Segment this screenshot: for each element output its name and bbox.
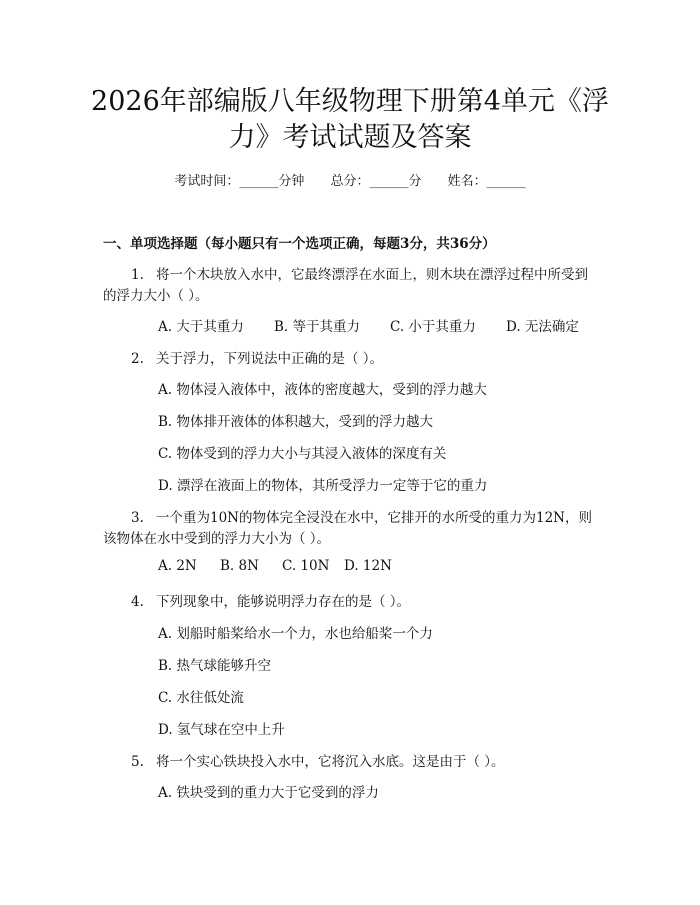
exam-title-line-1: 2026年部编版八年级物理下册第4单元《浮 xyxy=(91,86,609,117)
question-4 xyxy=(103,590,410,610)
question-text: 一个重为10N的物体完全浸没在水中，它排开的水所受的重力为12N，则 xyxy=(156,510,592,526)
option: C. 10N xyxy=(282,558,330,574)
option: D. 漂浮在液面上的物体，其所受浮力一定等于它的重力 xyxy=(158,478,488,494)
exam-info xyxy=(0,170,700,189)
option: C. 水往低处流 xyxy=(158,690,244,706)
question-text: 将一个实心铁块投入水中，它将沉入水底。这是由于（ ）。 xyxy=(156,754,505,770)
option: B. 等于其重力 xyxy=(274,319,361,335)
option: A. 铁块受到的重力大于它受到的浮力 xyxy=(158,785,379,801)
option: A. 大于其重力 xyxy=(158,319,244,335)
option: D. 氢气球在空中上升 xyxy=(158,722,285,738)
question-text: 下列现象中，能够说明浮力存在的是（ ）。 xyxy=(156,594,411,610)
exam-time: 考试时间：______分钟 xyxy=(174,174,305,189)
option: D. 无法确定 xyxy=(506,319,579,335)
option: B. 8N xyxy=(220,558,259,574)
question-1-continuation: 的浮力大小（ ）。 xyxy=(103,288,209,304)
option: C. 小于其重力 xyxy=(390,319,476,335)
question-text: 将一个木块放入水中，它最终漂浮在水面上，则木块在漂浮过程中所受到 xyxy=(156,267,588,283)
question-5 xyxy=(103,750,505,770)
question-2 xyxy=(103,347,383,367)
question-3-options xyxy=(158,558,392,574)
question-number: 1. xyxy=(131,267,144,283)
option: C. 物体受到的浮力大小与其浸入液体的深度有关 xyxy=(158,446,447,462)
question-1 xyxy=(103,263,588,283)
exam-score: 总分：______分 xyxy=(330,174,422,189)
exam-title-line-2: 力》考试试题及答案 xyxy=(228,122,472,153)
option: A. 划船时船桨给水一个力，水也给船桨一个力 xyxy=(158,626,433,642)
question-number: 4. xyxy=(131,594,144,610)
question-text: 关于浮力，下列说法中正确的是（ ）。 xyxy=(156,351,384,367)
question-number: 2. xyxy=(131,351,144,367)
question-number: 3. xyxy=(131,510,144,526)
question-1-options xyxy=(158,315,579,335)
question-number: 5. xyxy=(131,754,144,770)
option: B. 物体排开液体的体积越大，受到的浮力越大 xyxy=(158,414,434,430)
option: B. 热气球能够升空 xyxy=(158,658,272,674)
question-3-continuation: 该物体在水中受到的浮力大小为（ ）。 xyxy=(103,531,331,547)
option: A. 2N xyxy=(158,558,197,574)
option: A. 物体浸入液体中，液体的密度越大，受到的浮力越大 xyxy=(158,382,487,398)
exam-name: 姓名：______ xyxy=(447,174,526,189)
section-heading: 一、单项选择题（每小题只有一个选项正确，每题3分，共36分） xyxy=(103,236,496,252)
option: D. 12N xyxy=(344,558,392,574)
question-3 xyxy=(103,506,592,526)
